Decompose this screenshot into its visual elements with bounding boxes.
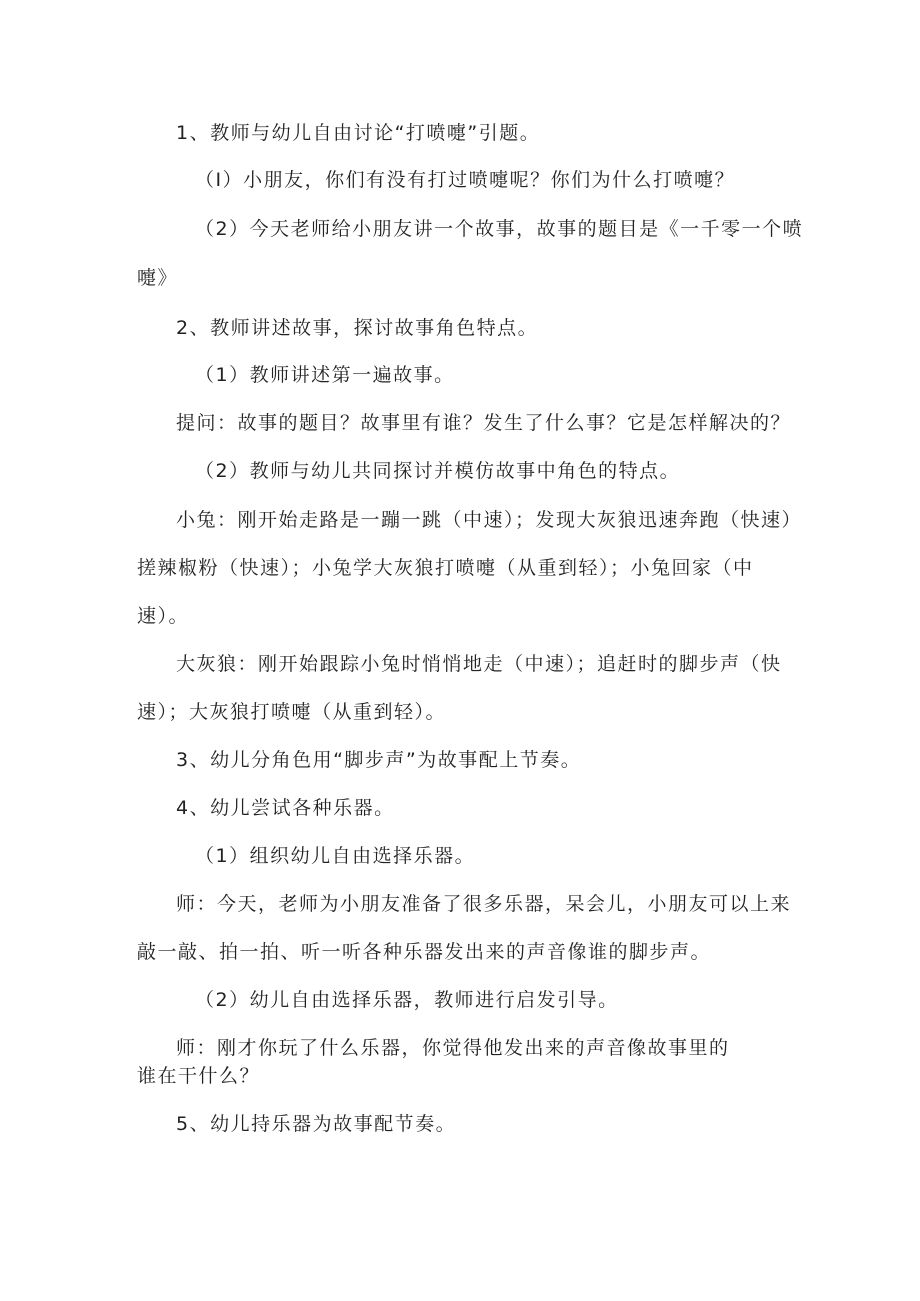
paragraph-step-1-2: （2）今天老师给小朋友讲一个故事，故事的题目是《一千零一个喷: [195, 218, 804, 240]
paragraph-step-4-2: （2）幼儿自由选择乐器，教师进行启发引导。: [195, 989, 619, 1011]
paragraph-teacher-1: 师：今天，老师为小朋友准备了很多乐器，呆会儿，小朋友可以上来: [176, 893, 792, 915]
paragraph-wolf-cont: 速）；大灰狼打喷嚏（从重到轻）。: [137, 701, 447, 723]
paragraph-step-2-2: （2）教师与幼儿共同探讨并模仿故事中角色的特点。: [195, 460, 681, 482]
paragraph-step-1-2-cont: 嚏》: [137, 267, 179, 289]
paragraph-step-1: 1、教师与幼儿自由讨论“打喷嚏”引题。: [176, 122, 541, 144]
paragraph-teacher-1-cont: 敲一敲、拍一拍、听一听各种乐器发出来的声音像谁的脚步声。: [137, 941, 712, 963]
paragraph-step-2: 2、教师讲述故事，探讨故事角色特点。: [176, 317, 539, 339]
paragraph-step-3: 3、幼儿分角色用“脚步声”为故事配上节奏。: [176, 749, 582, 771]
paragraph-rabbit-cont-2: 速）。: [137, 605, 190, 627]
paragraph-step-5: 5、幼儿持乐器为故事配节奏。: [176, 1113, 457, 1135]
paragraph-rabbit: 小兔：刚开始走路是一蹦一跳（中速）；发现大灰狼迅速奔跑（快速）: [176, 509, 803, 531]
paragraph-teacher-2: 师：刚才你玩了什么乐器，你觉得他发出来的声音像故事里的: [176, 1037, 730, 1059]
paragraph-wolf: 大灰狼：刚开始跟踪小兔时悄悄地走（中速）；追赶时的脚步声（快: [176, 653, 782, 675]
paragraph-teacher-2-cont: 谁在干什么？: [137, 1065, 261, 1087]
paragraph-step-2-1: （1）教师讲述第一遍故事。: [195, 364, 455, 386]
paragraph-question: 提问：故事的题目？故事里有谁？发生了什么事？它是怎样解决的？: [176, 412, 792, 434]
paragraph-step-1-1: （I）小朋友，你们有没有打过喷嚏呢？你们为什么打喷嚏？: [195, 169, 736, 191]
paragraph-step-4-1: （1）组织幼儿自由选择乐器。: [195, 845, 476, 867]
paragraph-step-4: 4、幼儿尝试各种乐器。: [176, 797, 395, 819]
paragraph-rabbit-cont-1: 搓辣椒粉（快速）；小兔学大灰狼打喷嚏（从重到轻）；小兔回家（中: [137, 557, 754, 579]
